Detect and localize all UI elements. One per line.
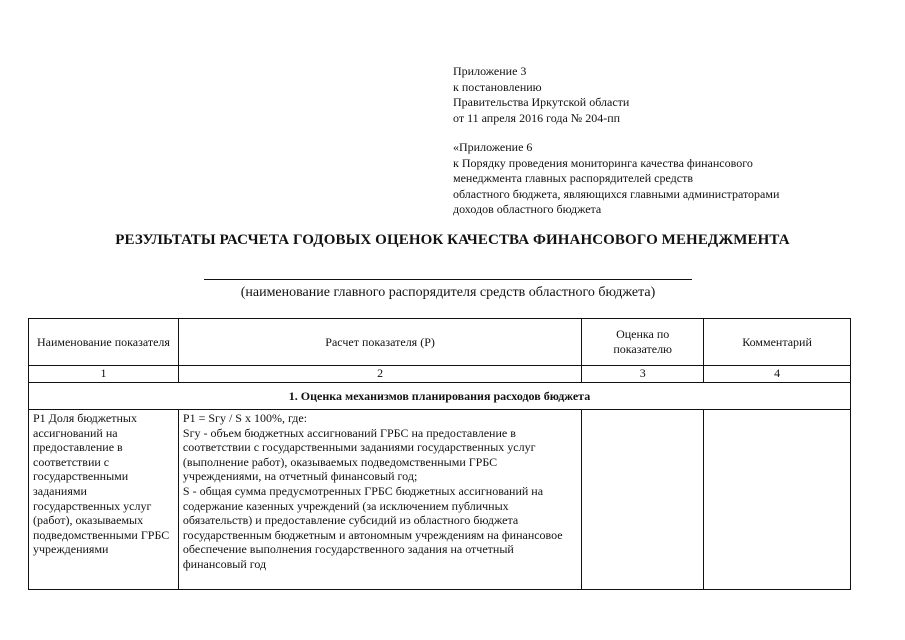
results-table: [28, 318, 851, 590]
appendix-line: доходов областного бюджета: [453, 202, 602, 216]
section-heading: 1. Оценка механизмов планирования расходов бюджета: [29, 383, 851, 410]
name-caption: (наименование главного распорядителя средств областного бюджета): [240, 285, 656, 300]
name-underline: [204, 279, 692, 280]
appendix-line: Приложение 3: [453, 64, 527, 78]
header-indicator: Наименование показателя: [29, 319, 179, 366]
column-number-row: [29, 366, 851, 383]
column-number: 1: [29, 366, 179, 383]
calc-s-definition: S - общая сумма предусмотренных ГРБС бюджетных ассигнований на содержание казенных учреждений (за исключением публичных обязательств) и предоставление субсидий из областного бюджета государственным бюджетным и автономным учреждениям на финансовое обеспечение выполнения государственного задания на отчетный финансовый год: [182, 483, 563, 571]
appendix-block: [453, 64, 893, 218]
calc-sgu-definition: Sгу - объем бюджетных ассигнований ГРБС на предоставление в соответствии с государственными заданиями государственных услуг (выполнение работ), оказываемых подведомственными ГРБС учреждениями, на отчетный финансовый год;: [182, 425, 536, 484]
appendix-line: «Приложение 6: [453, 140, 533, 154]
appendix-line: менеджмента главных распорядителей средств: [453, 171, 694, 185]
appendix-line: Правительства Иркутской области: [453, 95, 630, 109]
column-number: 4: [704, 366, 851, 383]
score-cell: [582, 410, 704, 590]
header-row: [29, 319, 851, 366]
header-score: Оценка по показателю: [582, 319, 704, 366]
appendix-line: к постановлению: [453, 79, 542, 94]
column-number: 2: [178, 366, 581, 383]
header-comment: Комментарий: [704, 319, 851, 366]
calc-formula: Р1 = Sгу / S x 100%, где:: [182, 411, 308, 425]
section-row: [29, 383, 851, 410]
appendix-line: к Порядку проведения мониторинга качества финансового: [453, 155, 753, 170]
indicator-cell: Р1 Доля бюджетных ассигнований на предоставление в соответствии с государственными заданиями государственных услуг (работ), оказываемых подведомственными ГРБС учреждениями: [29, 410, 179, 590]
document-title: РЕЗУЛЬТАТЫ РАСЧЕТА ГОДОВЫХ ОЦЕНОК КАЧЕСТВА ФИНАНСОВОГО МЕНЕДЖМЕНТА: [115, 232, 790, 248]
appendix-line: областного бюджета, являющихся главными администраторами: [453, 186, 780, 201]
table-row: [29, 410, 851, 590]
header-calculation: Расчет показателя (Р): [178, 319, 581, 366]
spacer: [453, 126, 893, 140]
calculation-cell: [178, 410, 581, 590]
appendix-line: от 11 апреля 2016 года № 204-пп: [453, 110, 621, 125]
comment-cell: [704, 410, 851, 590]
column-number: 3: [582, 366, 704, 383]
